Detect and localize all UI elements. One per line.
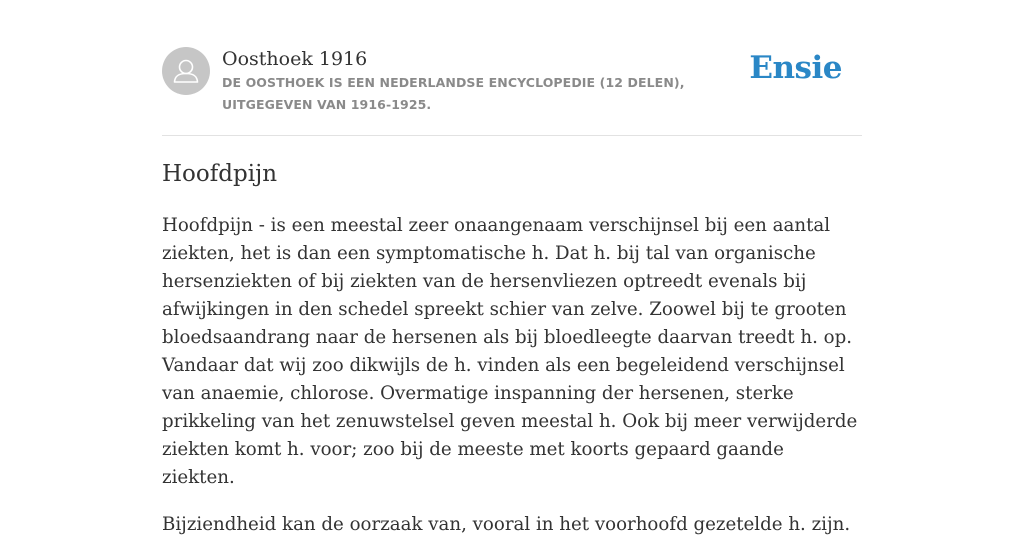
source-header <box>162 46 862 136</box>
avatar[interactable] <box>162 47 210 95</box>
article-paragraph: Bijziendheid kan de oorzaak van, vooral in het voorhoofd gezetelde h. zijn. <box>162 514 851 535</box>
source-description: DE OOSTHOEK IS EEN NEDERLANDSE ENCYCLOPEDIE (12 DELEN), UITGEGEVEN VAN 1916-1925. <box>222 75 685 112</box>
article-title: Hoofdpijn <box>162 161 278 187</box>
article-body <box>162 212 862 558</box>
article-container <box>162 46 862 535</box>
article-paragraph: Hoofdpijn - is een meestal zeer onaangenaam verschijnsel bij een aantal ziekten, het is dan een symptomatische h. Dat h. bij tal van organische hersenziekten of bij ziekten van de hersenvliezen optreedt evenals bij afwijkingen in den schedel spreekt schier van zelve. Zoowel bij te grooten bloedsaandrang naar de hersenen als bij bloedleegte daarvan treedt h. op. Vandaar dat wij zoo dikwijls de h. vinden als een begeleidend verschijnsel van anaemie, chlorose. Overmatige inspanning der hersenen, sterke prikkeling van het zenuwstelsel geven meestal h. Ook bij meer verwijderde ziekten komt h. voor; zoo bij de meeste met koorts gepaard gaande ziekten. <box>162 215 858 488</box>
user-icon <box>162 47 210 95</box>
source-title[interactable]: Oosthoek 1916 <box>222 48 368 70</box>
ensie-logo[interactable]: Ensie <box>749 50 842 86</box>
